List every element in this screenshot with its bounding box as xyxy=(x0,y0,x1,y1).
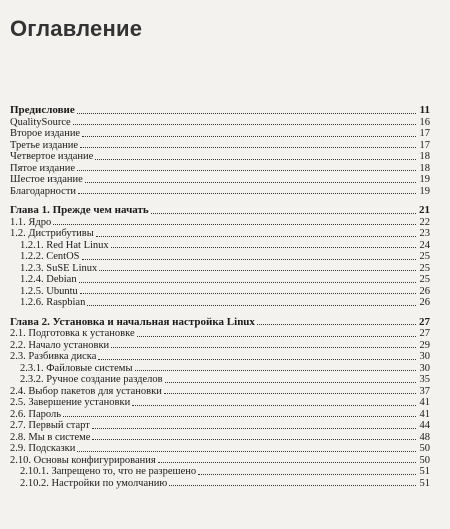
toc-page-number: 44 xyxy=(419,420,430,431)
toc-chapter-row[interactable] xyxy=(10,205,430,217)
toc-leader-dots xyxy=(96,236,416,237)
toc-leader-dots xyxy=(98,359,416,360)
toc-section-row[interactable] xyxy=(10,140,430,152)
toc-page-number: 27 xyxy=(419,328,430,339)
toc-section-row[interactable] xyxy=(10,128,430,140)
toc-section-row[interactable] xyxy=(10,174,430,186)
toc-entry-label: 2.3.1. Файловые системы xyxy=(20,362,133,374)
toc-subsection-row[interactable] xyxy=(10,374,430,386)
toc-leader-dots xyxy=(77,170,416,171)
toc-chapter-row[interactable] xyxy=(10,105,430,117)
toc-leader-dots xyxy=(79,282,416,283)
toc-leader-dots xyxy=(53,224,416,225)
toc-leader-dots xyxy=(82,136,416,137)
toc-entry-label: Четвертое издание xyxy=(10,151,94,162)
toc-leader-dots xyxy=(85,182,416,183)
toc-leader-dots xyxy=(99,270,416,271)
toc-leader-dots xyxy=(95,159,416,160)
toc-entry-label: Глава 1. Прежде чем начать xyxy=(10,205,149,216)
toc-leader-dots xyxy=(165,382,416,383)
toc-page-number: 16 xyxy=(419,116,430,128)
toc-section-row[interactable] xyxy=(10,340,430,352)
toc-page-number: 21 xyxy=(419,205,430,216)
toc-section-row[interactable] xyxy=(10,386,430,398)
toc-entry-label: 1.2.1. Red Hat Linux xyxy=(20,239,109,251)
toc-entry-label: 1.1. Ядро xyxy=(10,216,52,228)
toc-page-number: 25 xyxy=(419,274,430,285)
toc-page-number: 19 xyxy=(419,185,430,197)
toc-entry-label: Глава 2. Установка и начальная настройка Linux xyxy=(10,316,255,328)
toc-section-row[interactable] xyxy=(10,117,430,129)
toc-section-row[interactable] xyxy=(10,420,430,432)
toc-subsection-row[interactable] xyxy=(10,363,430,375)
toc-page-number: 41 xyxy=(419,408,430,420)
toc-page-number: 26 xyxy=(419,297,430,308)
toc-page-number: 18 xyxy=(419,151,430,162)
toc-entry-label: QualitySource xyxy=(10,116,71,128)
page-title: Оглавление xyxy=(10,16,143,41)
toc-leader-dots xyxy=(82,259,416,260)
toc-leader-dots xyxy=(169,485,416,486)
toc-entry-label: 1.2.4. Debian xyxy=(20,274,77,285)
toc-subsection-row[interactable] xyxy=(10,240,430,252)
toc-leader-dots xyxy=(132,405,416,406)
toc-section-row[interactable] xyxy=(10,217,430,229)
toc-entry-label: 2.10.1. Запрещено то, что не разрешено xyxy=(20,466,197,477)
toc-entry-label: 1.2.5. Ubuntu xyxy=(20,285,78,297)
toc-section-row[interactable] xyxy=(10,397,430,409)
toc-leader-dots xyxy=(111,247,416,248)
toc-entry-label: Пятое издание xyxy=(10,162,76,174)
toc-subsection-row[interactable] xyxy=(10,297,430,309)
toc-leader-dots xyxy=(80,147,416,148)
toc-entry-label: 1.2.2. CentOS xyxy=(20,251,80,262)
toc-leader-dots xyxy=(198,474,416,475)
toc-page-number: 37 xyxy=(419,385,430,397)
toc-subsection-row[interactable] xyxy=(10,263,430,275)
toc-section-row[interactable] xyxy=(10,409,430,421)
toc-leader-dots xyxy=(87,305,416,306)
toc-entry-label: 2.3.2. Ручное создание разделов xyxy=(20,374,163,385)
toc-leader-dots xyxy=(158,462,416,463)
toc-page-number: 22 xyxy=(419,216,430,228)
toc-entry-label: 2.10. Основы конфигурирования xyxy=(10,454,156,466)
toc-leader-dots xyxy=(63,416,416,417)
toc-chapter-row[interactable] xyxy=(10,317,430,329)
toc-leader-dots xyxy=(77,451,416,452)
toc-entry-label: 2.5. Завершение установки xyxy=(10,397,131,408)
toc-page-number: 25 xyxy=(419,251,430,262)
toc-subsection-row[interactable] xyxy=(10,286,430,298)
toc-page-number: 11 xyxy=(419,105,430,116)
toc-subsection-row[interactable] xyxy=(10,274,430,286)
toc-page-number: 30 xyxy=(419,362,430,374)
toc-page-number: 26 xyxy=(419,285,430,297)
toc-leader-dots xyxy=(92,439,416,440)
toc-subsection-row[interactable] xyxy=(10,466,430,478)
toc-leader-dots xyxy=(80,293,416,294)
toc-section-row[interactable] xyxy=(10,151,430,163)
toc-section-row[interactable] xyxy=(10,163,430,175)
toc-entry-label: 2.2. Начало установки xyxy=(10,339,110,351)
toc-subsection-row[interactable] xyxy=(10,251,430,263)
toc-entry-label: Шестое издание xyxy=(10,174,83,185)
toc-section-row[interactable] xyxy=(10,228,430,240)
toc-leader-dots xyxy=(164,393,416,394)
toc-section-row[interactable] xyxy=(10,432,430,444)
toc-entry-label: 2.9. Подсказки xyxy=(10,443,76,454)
toc-page-number: 30 xyxy=(419,351,430,362)
toc-leader-dots xyxy=(77,113,416,114)
toc-entry-label: 1.2.3. SuSE Linux xyxy=(20,262,98,274)
toc-section-row[interactable] xyxy=(10,186,430,198)
toc-page-number: 50 xyxy=(419,454,430,466)
toc-page-number: 23 xyxy=(419,228,430,239)
toc-entry-label: 2.1. Подготовка к установке xyxy=(10,328,135,339)
toc-page-number: 48 xyxy=(419,431,430,443)
toc-section-row[interactable] xyxy=(10,455,430,467)
toc-entry-label: 2.8. Мы в системе xyxy=(10,431,91,443)
toc-page-number: 24 xyxy=(419,239,430,251)
toc-page-number: 51 xyxy=(419,466,430,477)
toc-entry-label: Благодарности xyxy=(10,185,77,197)
toc-page-number: 25 xyxy=(419,262,430,274)
toc-section-row[interactable] xyxy=(10,351,430,363)
toc-leader-dots xyxy=(257,324,416,325)
toc-leader-dots xyxy=(151,213,416,214)
toc-entry-label: Предисловие xyxy=(10,105,75,116)
toc-entry-label: 1.2. Дистрибутивы xyxy=(10,228,94,239)
toc-page-number: 35 xyxy=(419,374,430,385)
toc-page-number: 27 xyxy=(419,316,430,328)
toc-page-number: 29 xyxy=(419,339,430,351)
toc-leader-dots xyxy=(73,124,416,125)
toc-entry-label: 2.10.2. Настройки по умолчанию xyxy=(20,477,168,489)
toc-entry-label: 2.4. Выбор пакетов для установки xyxy=(10,385,162,397)
toc-leader-dots xyxy=(92,428,416,429)
toc-subsection-row[interactable] xyxy=(10,478,430,490)
toc-leader-dots xyxy=(135,370,416,371)
toc-entry-label: Второе издание xyxy=(10,128,81,139)
toc-page-number: 18 xyxy=(419,162,430,174)
toc-leader-dots xyxy=(111,347,416,348)
toc-section-row[interactable] xyxy=(10,443,430,455)
toc-section-row[interactable] xyxy=(10,328,430,340)
toc-page-number: 17 xyxy=(419,139,430,151)
toc-entry-label: Третье издание xyxy=(10,139,79,151)
toc-entry-label: 2.7. Первый старт xyxy=(10,420,90,431)
toc-page-number: 19 xyxy=(419,174,430,185)
toc-page-number: 50 xyxy=(419,443,430,454)
toc-leader-dots xyxy=(78,193,416,194)
toc-entry-label: 2.3. Разбивка диска xyxy=(10,351,97,362)
toc-page-number: 41 xyxy=(419,397,430,408)
toc-entry-label: 2.6. Пароль xyxy=(10,408,62,420)
toc-entry-label: 1.2.6. Raspbian xyxy=(20,297,86,308)
toc-page-number: 51 xyxy=(419,477,430,489)
table-of-contents xyxy=(10,105,430,489)
toc-leader-dots xyxy=(137,336,416,337)
toc-page-number: 17 xyxy=(419,128,430,139)
